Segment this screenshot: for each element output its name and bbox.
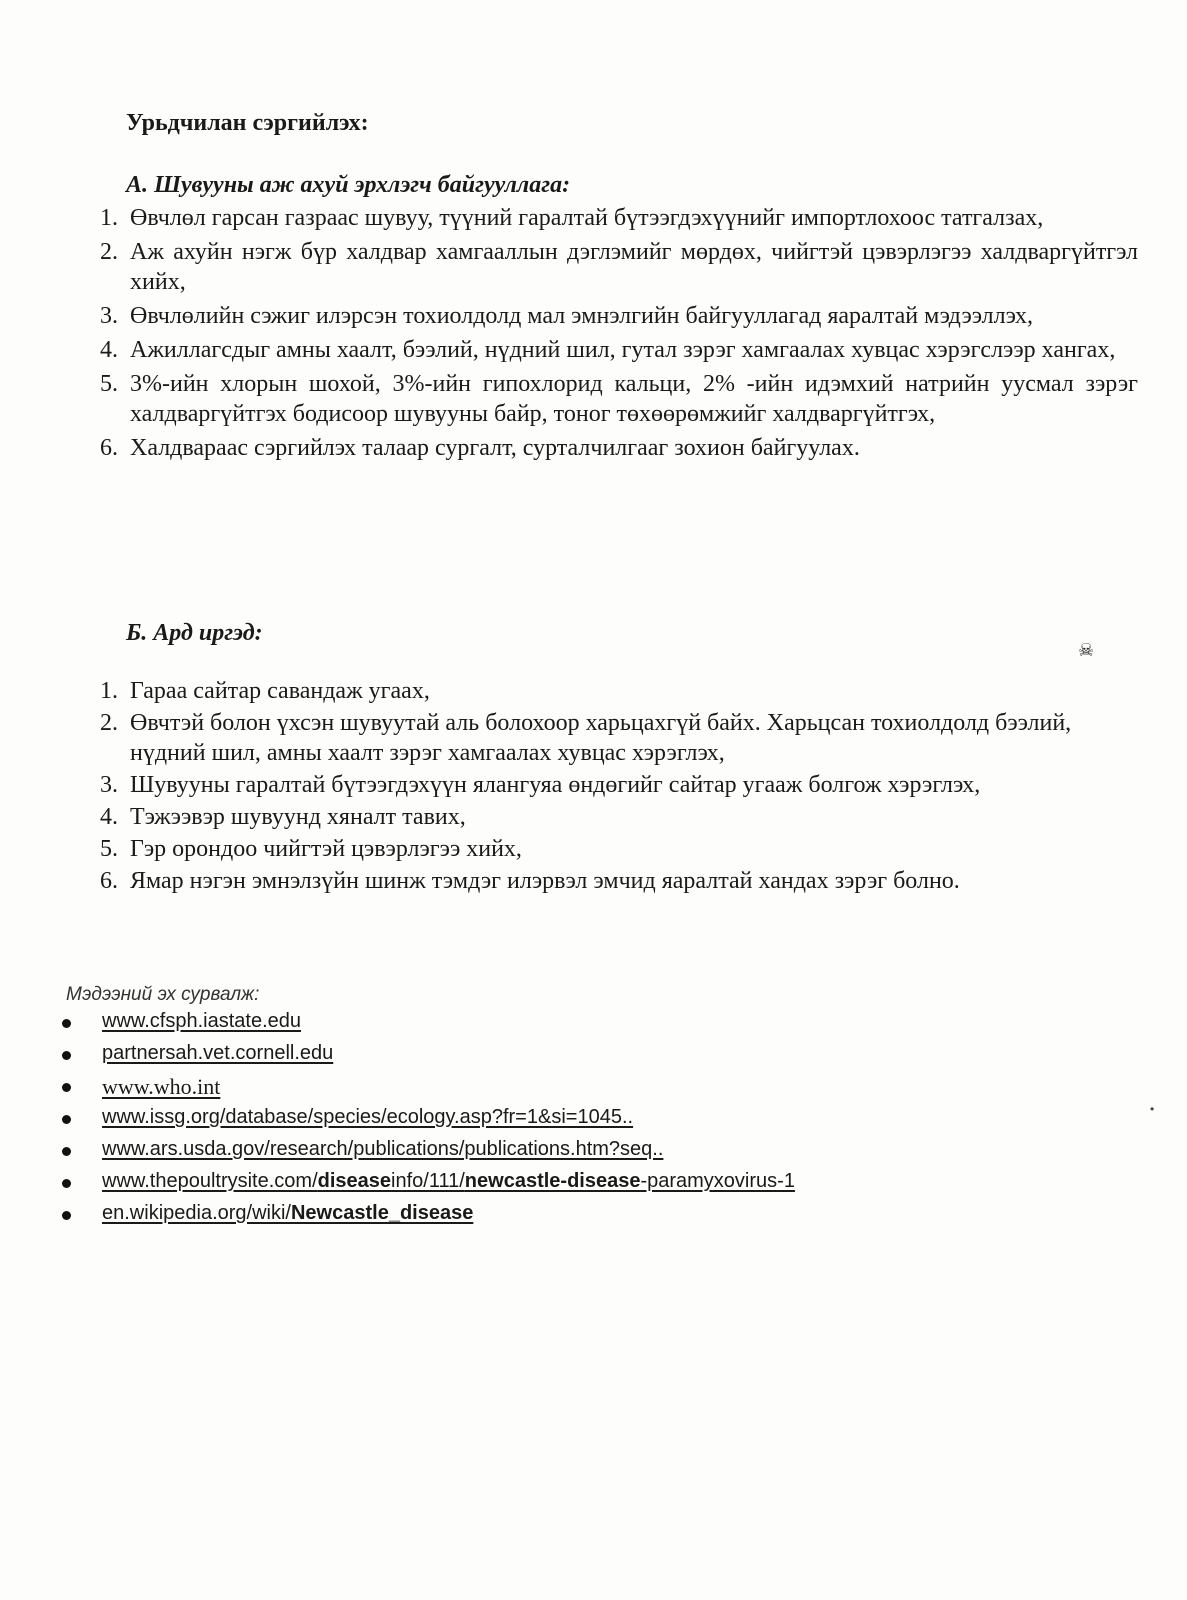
sources-list (62, 1010, 962, 1234)
source-item (62, 1106, 962, 1138)
list-item (86, 369, 1138, 429)
source-link[interactable] (102, 1202, 473, 1224)
link-part: info/111/ (391, 1170, 465, 1192)
link-part-bold: Newcastle_disease (290, 1202, 474, 1224)
scan-speck-mark: ☠ (1078, 640, 1095, 660)
bullet-icon (62, 1211, 71, 1220)
list-item (86, 770, 1138, 800)
item-number: 3. (100, 772, 118, 798)
bullet-icon (62, 1051, 71, 1060)
bullet-icon (62, 1083, 71, 1092)
list-item (86, 433, 1138, 463)
section-b-title: Б. Ард иргэд: (126, 620, 263, 646)
list-item (86, 708, 1138, 768)
list-item (86, 802, 1138, 832)
link-part-bold: newcastle-disease (464, 1170, 641, 1192)
source-link[interactable] (102, 1170, 795, 1192)
item-number: 4. (100, 337, 118, 363)
item-text: Шувууны гаралтай бүтээгдэхүүн ялангуяа өндөгийг сайтар угааж болгож хэрэглэх, (130, 772, 981, 798)
list-item (86, 866, 1138, 896)
source-item (62, 1202, 962, 1234)
item-text: Өвчтэй болон үхсэн шувуутай аль болохоор харьцахгүй байх. Харьцсан тохиолдолд бээлий, нүдний шил, амны хаалт зэрэг хамгаалах хувцас хэрэглэх, (130, 710, 1072, 766)
item-text: Өвчлөлийн сэжиг илэрсэн тохиолдолд мал эмнэлгийн байгууллагад яаралтай мэдээллэх, (130, 303, 1033, 329)
item-text: Тэжээвэр шувуунд хяналт тавих, (130, 804, 466, 830)
source-item (62, 1074, 962, 1106)
section-b-list (86, 676, 1138, 898)
list-item (86, 203, 1138, 233)
source-link[interactable]: www.cfsph.iastate.edu (102, 1010, 301, 1032)
item-text: Аж ахуйн нэгж бүр халдвар хамгааллын дэглэмийг мөрдөх, чийгтэй цэвэрлэгээ халдваргүйтгэл хийх, (130, 239, 1138, 295)
scan-dot-mark: • (1150, 1102, 1155, 1116)
link-part: www.thepoultrysite.com/ (102, 1170, 318, 1192)
list-item (86, 335, 1138, 365)
source-item (62, 1010, 962, 1042)
list-item (86, 834, 1138, 864)
bullet-icon (62, 1147, 71, 1156)
list-item (86, 301, 1138, 331)
item-number: 2. (100, 710, 118, 736)
source-item (62, 1138, 962, 1170)
item-text: Гэр орондоо чийгтэй цэвэрлэгээ хийх, (130, 836, 522, 862)
item-text: 3%-ийн хлорын шохой, 3%-ийн гипохлорид кальци, 2% -ийн идэмхий натрийн уусмал зэрэг халдваргүйтгэх бодисоор шувууны байр, тоног төхөөрөмжийг халдваргүйтгэх, (130, 371, 1138, 427)
item-text: Ямар нэгэн эмнэлзүйн шинж тэмдэг илэрвэл эмчид яаралтай хандах зэрэг болно. (130, 868, 960, 894)
item-number: 6. (100, 435, 118, 461)
section-a-title: А. Шувууны аж ахуй эрхлэгч байгууллага: (126, 172, 571, 198)
source-item (62, 1042, 962, 1074)
item-number: 1. (100, 205, 118, 231)
bullet-icon (62, 1179, 71, 1188)
bullet-icon (62, 1115, 71, 1124)
sources-label: Мэдээний эх сурвалж: (66, 984, 260, 1005)
item-number: 5. (100, 371, 118, 397)
item-number: 5. (100, 836, 118, 862)
link-part: -paramyxovirus-1 (640, 1170, 795, 1192)
source-item (62, 1170, 962, 1202)
source-link[interactable]: partnersah.vet.cornell.edu (102, 1042, 334, 1064)
item-text: Өвчлөл гарсан газраас шувуу, түүний гаралтай бүтээгдэхүүнийг импортлохоос татгалзах, (130, 205, 1044, 231)
source-link[interactable]: www.who.int (102, 1074, 221, 1099)
item-text: Ажиллагсдыг амны хаалт, бээлий, нүдний шил, гутал зэрэг хамгаалах хувцас хэрэгслээр хангах, (130, 337, 1116, 363)
link-part-bold: disease (317, 1170, 392, 1192)
section-a-list (86, 203, 1138, 467)
item-number: 3. (100, 303, 118, 329)
item-number: 2. (100, 239, 118, 265)
source-link[interactable]: www.ars.usda.gov/research/publications/publications.htm?seq.. (102, 1138, 664, 1160)
list-item (86, 237, 1138, 297)
item-number: 6. (100, 868, 118, 894)
bullet-icon (62, 1019, 71, 1028)
item-text: Халдвараас сэргийлэх талаар сургалт, сурталчилгааг зохион байгуулах. (130, 435, 860, 461)
source-link[interactable]: www.issg.org/database/species/ecology.asp?fr=1&si=1045.. (102, 1106, 634, 1128)
item-text: Гараа сайтар савандаж угаах, (130, 678, 430, 704)
page-heading: Урьдчилан сэргийлэх: (126, 110, 369, 136)
item-number: 1. (100, 678, 118, 704)
item-number: 4. (100, 804, 118, 830)
link-part: en.wikipedia.org/wiki/ (102, 1202, 291, 1224)
list-item (86, 676, 1138, 706)
